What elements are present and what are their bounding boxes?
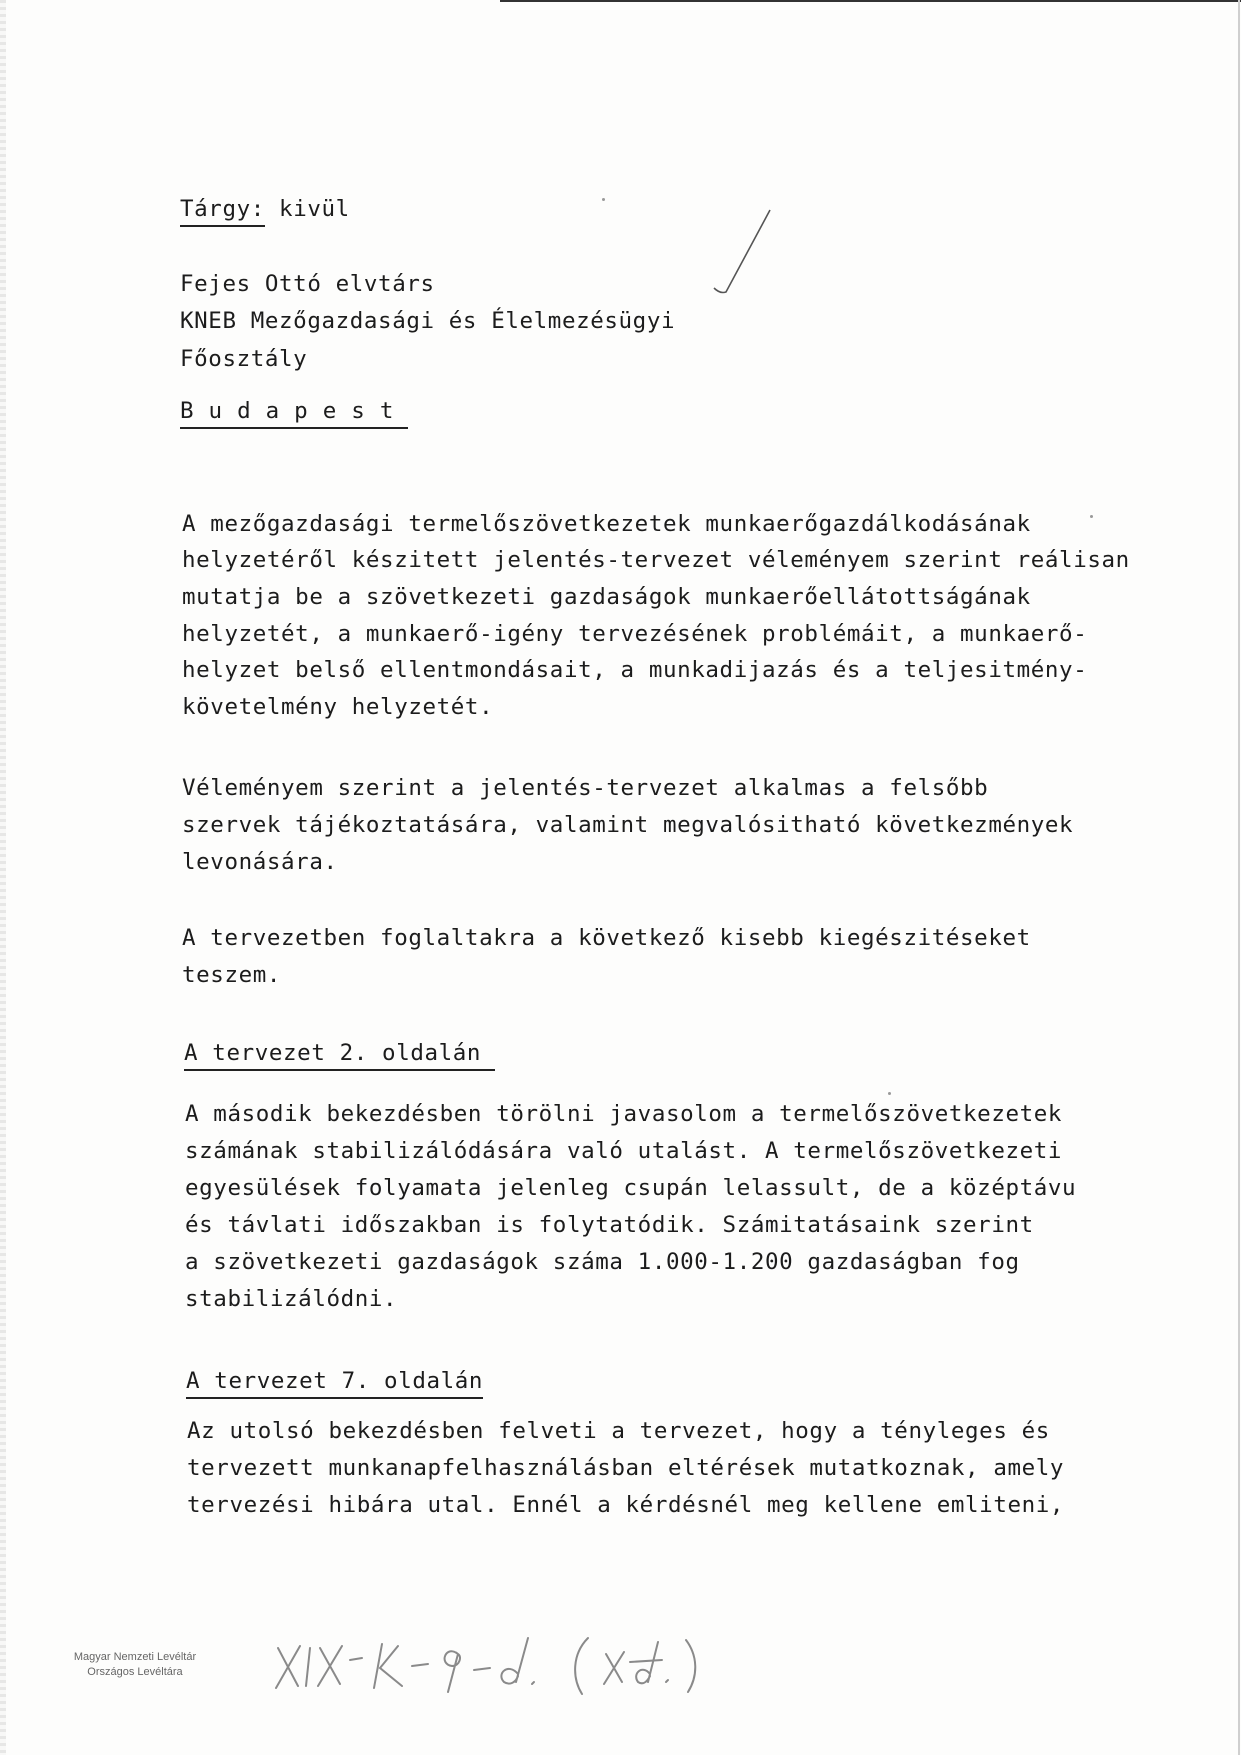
paragraph-line: a szövetkezeti gazdaságok száma 1.000-1.200 gazdaságban fog (185, 1249, 1020, 1275)
section-heading-text: A tervezet 2. oldalán (184, 1040, 495, 1071)
paragraph-line: számának stabilizálódására való utalást. A termelőszövetkezeti (185, 1138, 1063, 1164)
stamp-line: Magyar Nemzeti Levéltár (73, 1651, 197, 1663)
subject-line (180, 196, 350, 227)
section-heading-text: A tervezet 7. oldalán (186, 1368, 483, 1399)
paragraph-line: A tervezetben foglaltakra a következő kisebb kiegészitéseket (182, 925, 1031, 951)
addressee-dept: Főosztály (180, 346, 308, 372)
archive-stamp (50, 1650, 220, 1680)
paragraph-line: helyzet belső ellentmondásait, a munkadijazás és a teljesitmény- (182, 657, 1088, 683)
handwritten-reference-icon (270, 1620, 790, 1700)
paragraph-line: levonására. (182, 849, 338, 875)
paragraph-line: szervek tájékoztatására, valamint megvalósitható következmények (182, 812, 1074, 838)
paragraph-line: teszem. (182, 962, 282, 988)
right-scan-edge (1238, 0, 1240, 1755)
scan-speck (602, 198, 605, 201)
paragraph-line: tervezési hibára utal. Ennél a kérdésnél meg kellene emliteni, (187, 1492, 1065, 1518)
paragraph-line: A második bekezdésben törölni javasolom a termelőszövetkezetek (185, 1101, 1063, 1127)
subject-label: Tárgy: (180, 196, 265, 227)
checkmark-icon (712, 208, 772, 298)
scan-speck (888, 1092, 891, 1095)
city-label: Budapest (180, 398, 408, 429)
addressee-name: Fejes Ottó elvtárs (180, 271, 435, 297)
paragraph-line: és távlati időszakban is folytatódik. Számitatásaink szerint (185, 1212, 1034, 1238)
scan-speck (1090, 515, 1093, 518)
paragraph-line: A mezőgazdasági termelőszövetkezetek munkaerőgazdálkodásának (182, 511, 1031, 537)
addressee-org: KNEB Mezőgazdasági és Élelmezésügyi (180, 308, 676, 334)
paragraph-line: tervezett munkanapfelhasználásban eltérések mutatkoznak, amely (187, 1455, 1065, 1481)
paragraph-line: Az utolsó bekezdésben felveti a tervezet, hogy a tényleges és (187, 1418, 1050, 1444)
paragraph-line: mutatja be a szövetkezeti gazdaságok munkaerőellátottságának (182, 584, 1031, 610)
paragraph-line: helyzetét, a munkaerő-igény tervezésének problémáit, a munkaerő- (182, 621, 1088, 647)
subject-value: kivül (279, 196, 350, 222)
paragraph-line: helyzetéről készitett jelentés-tervezet véleményem szerint reálisan (182, 547, 1130, 573)
paragraph-line: követelmény helyzetét. (182, 694, 494, 720)
section-heading-2 (186, 1368, 483, 1399)
left-scan-edge (0, 0, 6, 1755)
section-heading-1 (184, 1040, 495, 1071)
stamp-line: Országos Levéltára (87, 1666, 183, 1678)
addressee-city (180, 398, 408, 429)
top-edge-rule (500, 0, 1241, 2)
paragraph-line: Véleményem szerint a jelentés-tervezet alkalmas a felsőbb (182, 775, 989, 801)
paragraph-line: stabilizálódni. (185, 1286, 398, 1312)
paragraph-line: egyesülések folyamata jelenleg csupán lelassult, de a középtávu (185, 1175, 1077, 1201)
